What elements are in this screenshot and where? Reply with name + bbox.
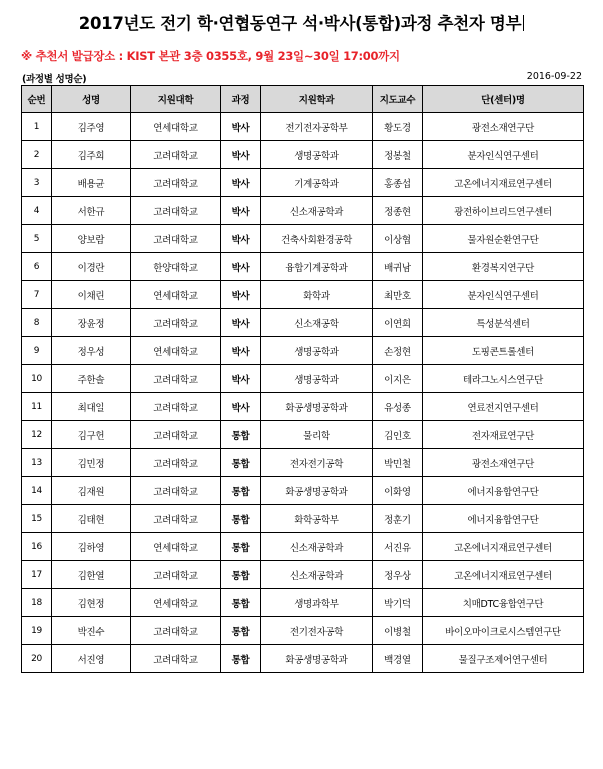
- advisor-name: 박기덕: [373, 589, 423, 617]
- research-center: 고온에너지재료연구센터: [423, 169, 584, 197]
- university: 고려대학교: [131, 617, 221, 645]
- table-row: [22, 617, 584, 645]
- row-number: 4: [22, 197, 52, 225]
- table-row: [22, 225, 584, 253]
- advisor-name: 유성종: [373, 393, 423, 421]
- research-center: 연료전지연구센터: [423, 393, 584, 421]
- column-header: 성명: [52, 86, 131, 113]
- column-header: 지도교수: [373, 86, 423, 113]
- advisor-name: 이병철: [373, 617, 423, 645]
- row-number: 16: [22, 533, 52, 561]
- university: 연세대학교: [131, 533, 221, 561]
- university: 고려대학교: [131, 645, 221, 673]
- student-name: 김주희: [52, 141, 131, 169]
- advisor-name: 백경열: [373, 645, 423, 673]
- table-row: [22, 197, 584, 225]
- table-row: [22, 477, 584, 505]
- row-number: 2: [22, 141, 52, 169]
- degree-program: 박사: [221, 393, 261, 421]
- advisor-name: 정훈기: [373, 505, 423, 533]
- department: 신소재공학과: [261, 197, 373, 225]
- text-cursor: [523, 15, 524, 31]
- university: 고려대학교: [131, 225, 221, 253]
- degree-program: 박사: [221, 113, 261, 141]
- table-row: [22, 253, 584, 281]
- advisor-name: 이화영: [373, 477, 423, 505]
- row-number: 11: [22, 393, 52, 421]
- degree-program: 통합: [221, 645, 261, 673]
- advisor-name: 정종현: [373, 197, 423, 225]
- university: 고려대학교: [131, 309, 221, 337]
- department: 전자전기공학: [261, 449, 373, 477]
- degree-program: 박사: [221, 197, 261, 225]
- degree-program: 통합: [221, 421, 261, 449]
- advisor-name: 서진유: [373, 533, 423, 561]
- university: 연세대학교: [131, 337, 221, 365]
- student-name: 서진영: [52, 645, 131, 673]
- degree-program: 박사: [221, 141, 261, 169]
- department: 화공생명공학과: [261, 645, 373, 673]
- department: 생명공학과: [261, 337, 373, 365]
- department: 건축사회환경공학: [261, 225, 373, 253]
- column-header: 지원대학: [131, 86, 221, 113]
- column-header: 단(센터)명: [423, 86, 584, 113]
- degree-program: 통합: [221, 561, 261, 589]
- issuance-notice: ※ 추천서 발급장소 : KIST 본관 3층 0355호, 9월 23일~30일 17:00까지: [21, 49, 400, 63]
- table-row: [22, 141, 584, 169]
- row-number: 14: [22, 477, 52, 505]
- advisor-name: 황도경: [373, 113, 423, 141]
- table-row: [22, 421, 584, 449]
- degree-program: 박사: [221, 365, 261, 393]
- department: 전기전자공학부: [261, 113, 373, 141]
- student-name: 정우성: [52, 337, 131, 365]
- table-row: [22, 533, 584, 561]
- university: 고려대학교: [131, 365, 221, 393]
- advisor-name: 홍종섭: [373, 169, 423, 197]
- column-header: 순번: [22, 86, 52, 113]
- university: 한양대학교: [131, 253, 221, 281]
- row-number: 15: [22, 505, 52, 533]
- document-title: [0, 10, 603, 34]
- student-name: 주한솔: [52, 365, 131, 393]
- research-center: 에너지융합연구단: [423, 505, 584, 533]
- research-center: 치매DTC융합연구단: [423, 589, 584, 617]
- row-number: 6: [22, 253, 52, 281]
- student-name: 김현정: [52, 589, 131, 617]
- student-name: 이경란: [52, 253, 131, 281]
- student-name: 최대일: [52, 393, 131, 421]
- research-center: 바이오마이크로시스템연구단: [423, 617, 584, 645]
- research-center: 에너지융합연구단: [423, 477, 584, 505]
- department: 화학공학부: [261, 505, 373, 533]
- student-name: 김하영: [52, 533, 131, 561]
- research-center: 물질구조제어연구센터: [423, 645, 584, 673]
- department: 화공생명공학과: [261, 393, 373, 421]
- document-date: 2016-09-22: [526, 71, 582, 82]
- university: 연세대학교: [131, 281, 221, 309]
- degree-program: 통합: [221, 533, 261, 561]
- advisor-name: 손정현: [373, 337, 423, 365]
- university: 고려대학교: [131, 421, 221, 449]
- row-number: 17: [22, 561, 52, 589]
- degree-program: 박사: [221, 169, 261, 197]
- department: 화공생명공학과: [261, 477, 373, 505]
- student-name: 김주영: [52, 113, 131, 141]
- student-name: 김구헌: [52, 421, 131, 449]
- table-row: [22, 449, 584, 477]
- column-header: 지원학과: [261, 86, 373, 113]
- university: 고려대학교: [131, 197, 221, 225]
- research-center: 광전하이브리드연구센터: [423, 197, 584, 225]
- degree-program: 박사: [221, 309, 261, 337]
- university: 고려대학교: [131, 505, 221, 533]
- degree-program: 통합: [221, 617, 261, 645]
- department: 화학과: [261, 281, 373, 309]
- research-center: 고온에너지재료연구센터: [423, 561, 584, 589]
- advisor-name: 이연희: [373, 309, 423, 337]
- row-number: 9: [22, 337, 52, 365]
- university: 고려대학교: [131, 141, 221, 169]
- header-row: [22, 86, 584, 113]
- table-row: [22, 309, 584, 337]
- table-row: [22, 113, 584, 141]
- table-row: [22, 169, 584, 197]
- university: 연세대학교: [131, 113, 221, 141]
- department: 신소재공학과: [261, 561, 373, 589]
- document-title-text: 2017년도 전기 학·연협동연구 석·박사(통합)과정 추천자 명부: [78, 14, 522, 33]
- student-name: 장윤정: [52, 309, 131, 337]
- university: 연세대학교: [131, 589, 221, 617]
- table-row: [22, 645, 584, 673]
- student-name: 박진수: [52, 617, 131, 645]
- degree-program: 통합: [221, 589, 261, 617]
- student-name: 양보람: [52, 225, 131, 253]
- advisor-name: 김인호: [373, 421, 423, 449]
- advisor-name: 정봉철: [373, 141, 423, 169]
- advisor-name: 박민철: [373, 449, 423, 477]
- sort-order-note: (과정별 성명순): [22, 74, 87, 85]
- department: 생명과학부: [261, 589, 373, 617]
- advisor-name: 이지은: [373, 365, 423, 393]
- row-number: 20: [22, 645, 52, 673]
- department: 물리학: [261, 421, 373, 449]
- table-row: [22, 337, 584, 365]
- department: 전기전자공학: [261, 617, 373, 645]
- row-number: 18: [22, 589, 52, 617]
- table-row: [22, 505, 584, 533]
- research-center: 환경복지연구단: [423, 253, 584, 281]
- university: 고려대학교: [131, 561, 221, 589]
- row-number: 7: [22, 281, 52, 309]
- row-number: 12: [22, 421, 52, 449]
- column-header: 과정: [221, 86, 261, 113]
- table-row: [22, 589, 584, 617]
- advisor-name: 배귀남: [373, 253, 423, 281]
- research-center: 광전소재연구단: [423, 113, 584, 141]
- student-name: 이채린: [52, 281, 131, 309]
- research-center: 물자원순환연구단: [423, 225, 584, 253]
- student-name: 김한열: [52, 561, 131, 589]
- table-row: [22, 393, 584, 421]
- advisor-name: 최만호: [373, 281, 423, 309]
- department: 신소재공학: [261, 309, 373, 337]
- row-number: 3: [22, 169, 52, 197]
- research-center: 테라그노시스연구단: [423, 365, 584, 393]
- research-center: 광전소재연구단: [423, 449, 584, 477]
- department: 융합기계공학과: [261, 253, 373, 281]
- table-row: [22, 561, 584, 589]
- university: 고려대학교: [131, 169, 221, 197]
- university: 고려대학교: [131, 449, 221, 477]
- degree-program: 통합: [221, 449, 261, 477]
- research-center: 분자인식연구센터: [423, 141, 584, 169]
- university: 고려대학교: [131, 393, 221, 421]
- degree-program: 박사: [221, 253, 261, 281]
- row-number: 5: [22, 225, 52, 253]
- row-number: 19: [22, 617, 52, 645]
- recommendation-table: [21, 85, 584, 673]
- student-name: 김태현: [52, 505, 131, 533]
- advisor-name: 정우상: [373, 561, 423, 589]
- research-center: 특성분석센터: [423, 309, 584, 337]
- degree-program: 박사: [221, 281, 261, 309]
- table-row: [22, 281, 584, 309]
- research-center: 전자재료연구단: [423, 421, 584, 449]
- degree-program: 박사: [221, 337, 261, 365]
- research-center: 도핑콘트롤센터: [423, 337, 584, 365]
- row-number: 1: [22, 113, 52, 141]
- degree-program: 통합: [221, 505, 261, 533]
- student-name: 김재원: [52, 477, 131, 505]
- department: 생명공학과: [261, 141, 373, 169]
- advisor-name: 이상협: [373, 225, 423, 253]
- student-name: 김민정: [52, 449, 131, 477]
- row-number: 10: [22, 365, 52, 393]
- department: 생명공학과: [261, 365, 373, 393]
- row-number: 8: [22, 309, 52, 337]
- department: 기계공학과: [261, 169, 373, 197]
- row-number: 13: [22, 449, 52, 477]
- table-row: [22, 365, 584, 393]
- student-name: 배용균: [52, 169, 131, 197]
- degree-program: 박사: [221, 225, 261, 253]
- student-name: 서한규: [52, 197, 131, 225]
- department: 신소재공학과: [261, 533, 373, 561]
- degree-program: 통합: [221, 477, 261, 505]
- research-center: 분자인식연구센터: [423, 281, 584, 309]
- research-center: 고온에너지재료연구센터: [423, 533, 584, 561]
- university: 고려대학교: [131, 477, 221, 505]
